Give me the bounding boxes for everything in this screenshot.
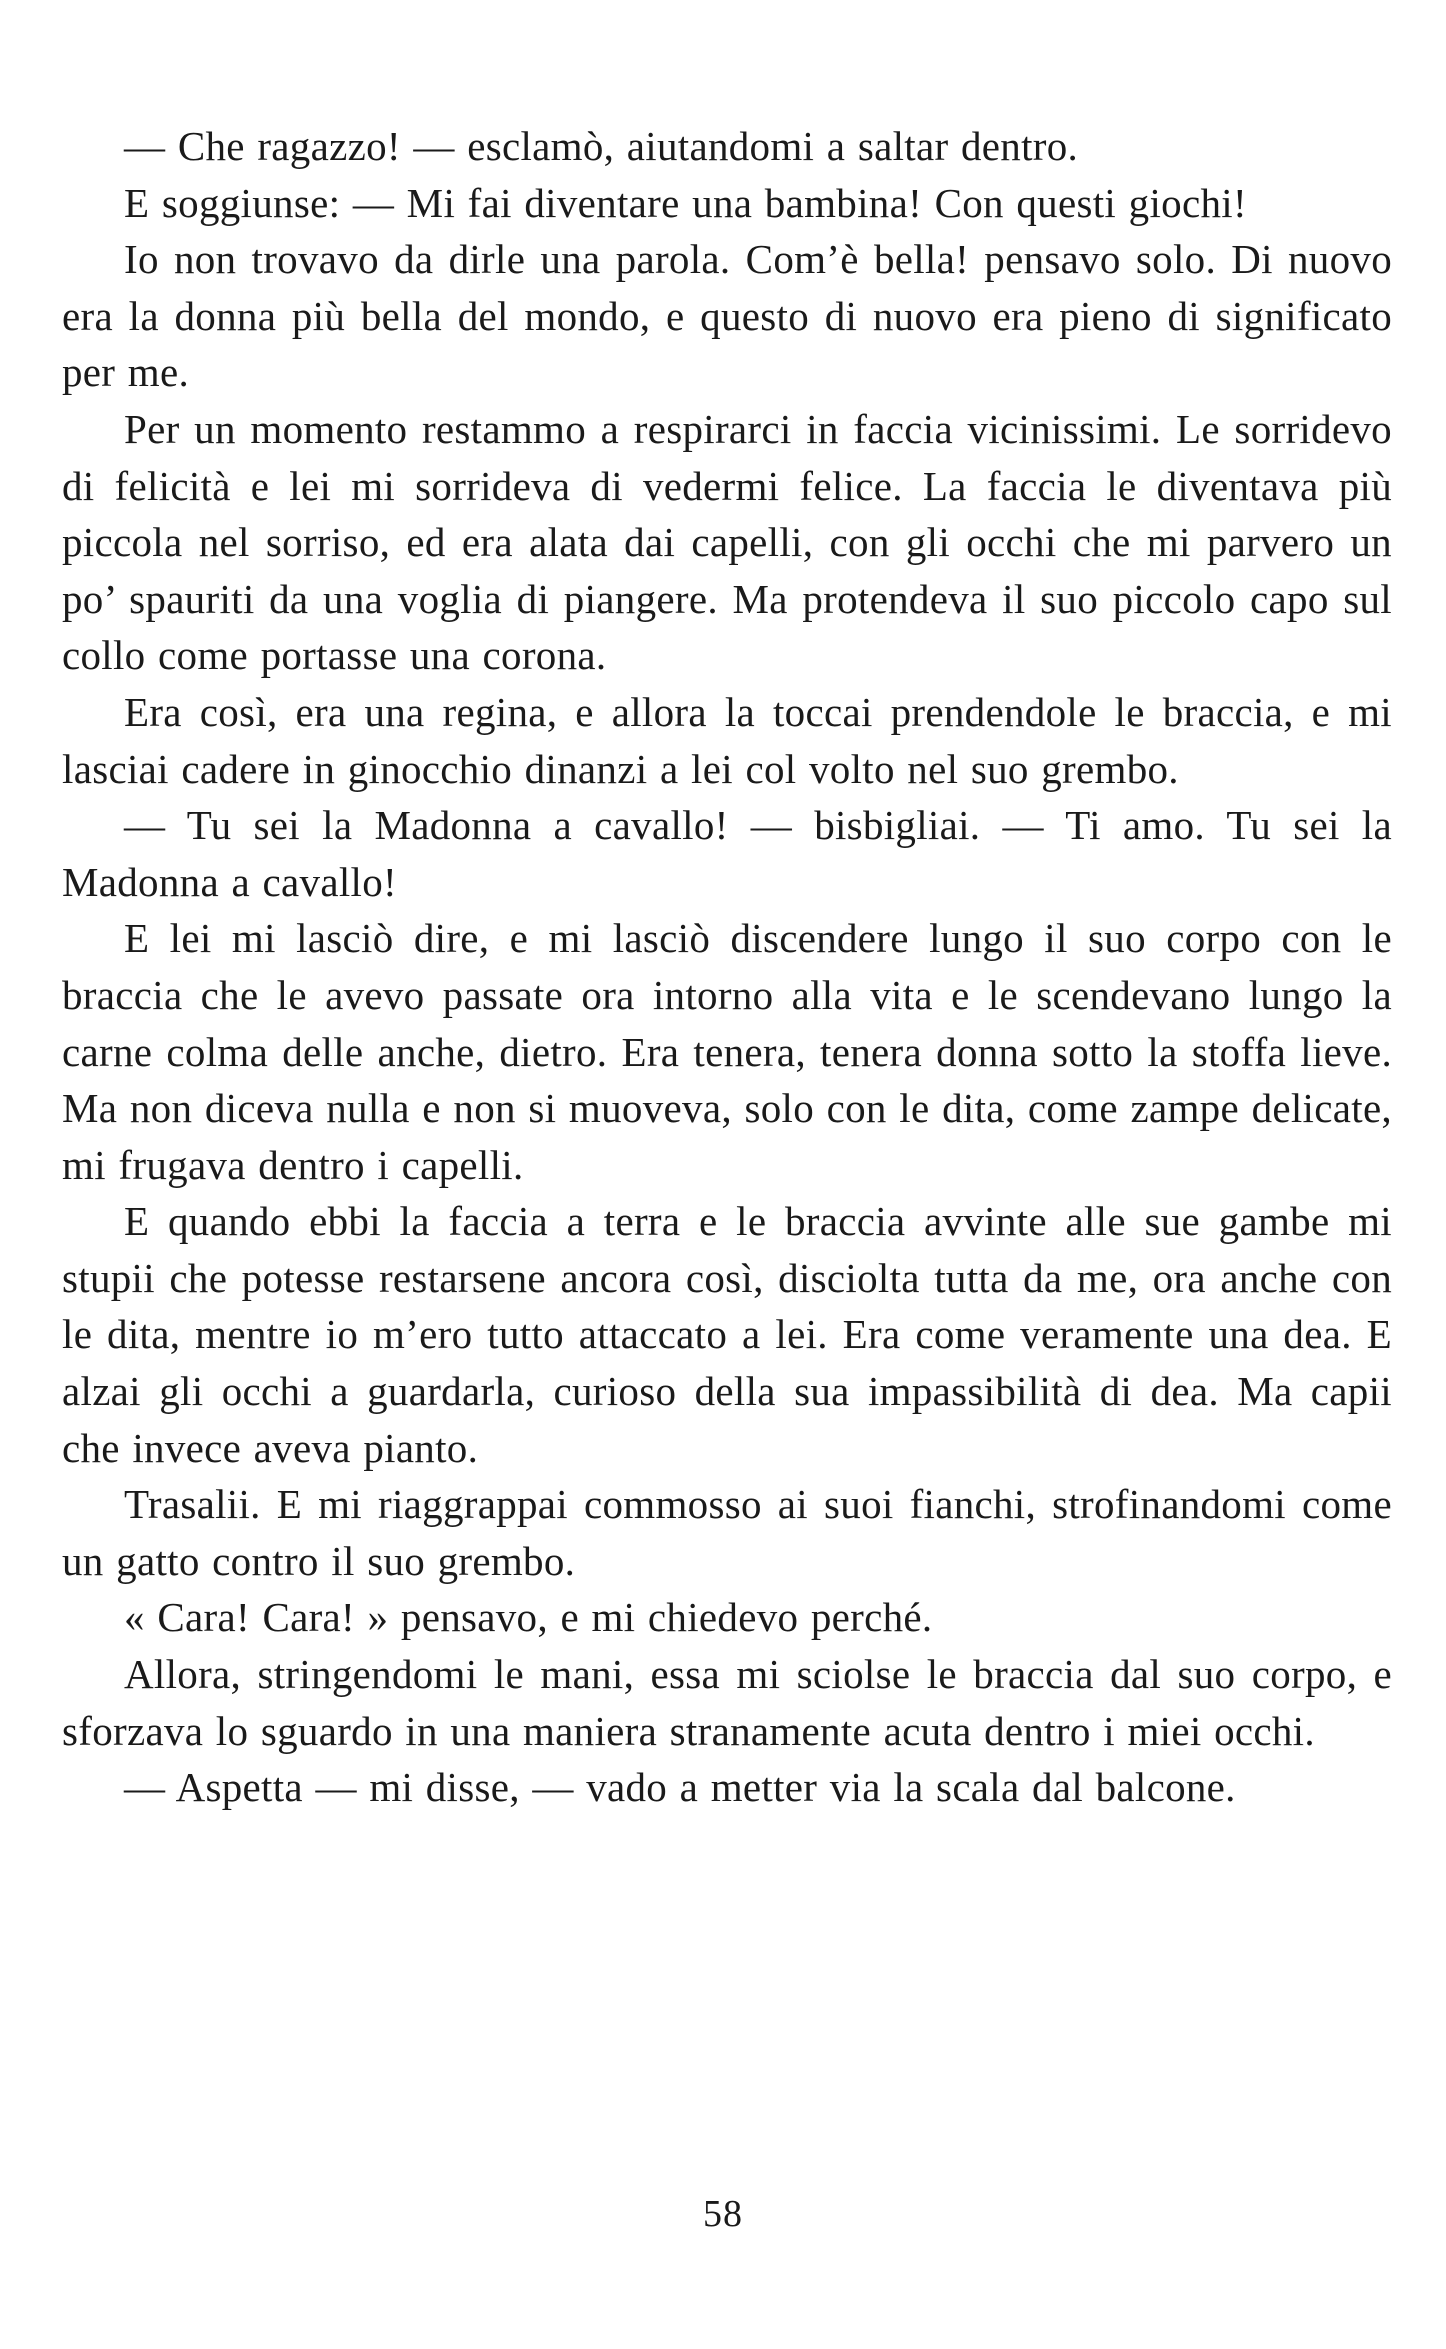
paragraph-12: — Aspetta — mi disse, — vado a metter via la scala dal balcone. [124, 1764, 1236, 1811]
paragraph-2: E soggiunse: — Mi fai diventare una bambina! Con questi giochi! [124, 179, 1247, 226]
paragraph-6: — Tu sei la Madonna a cavallo! — bisbigliai. — Ti amo. Tu sei la Madonna a cavallo! [62, 802, 1392, 905]
paragraph-11: Allora, stringendomi le mani, essa mi sciolse le braccia dal suo corpo, e sforzava lo sguardo in una maniera stranamente acuta dentro i miei occhi. [62, 1651, 1392, 1754]
paragraph-9: Trasalii. E mi riaggrappai commosso ai suoi fianchi, strofinandomi come un gatto contro il suo grembo. [62, 1481, 1392, 1584]
paragraph-1: — Che ragazzo! — esclamò, aiutandomi a saltar dentro. [124, 123, 1079, 169]
paragraph-8: E quando ebbi la faccia a terra e le braccia avvinte alle sue gambe mi stupii che potesse restarsene ancora così, disciolta tutta da me, ora anche con le dita, mentre io m’ero tutto attaccato a lei. Era come veramente una dea. E alzai gli occhi a guardarla, curioso della sua impassibilità di dea. Ma capii che invece aveva pianto. [62, 1198, 1392, 1471]
paragraph-10: « Cara! Cara! » pensavo, e mi chiedevo perché. [124, 1594, 933, 1641]
page-number: 58 [703, 2193, 743, 2235]
paragraph-7: E lei mi lasciò dire, e mi lasciò discendere lungo il suo corpo con le braccia che le avevo passate ora intorno alla vita e le scendevano lungo la carne colma delle anche, dietro. Era tenera, tenera donna sotto la stoffa lieve. Ma non diceva nulla e non si muoveva, solo con le dita, come zampe delicate, mi frugava dentro i capelli. [62, 915, 1392, 1188]
paragraph-3: Io non trovavo da dirle una parola. Com’è bella! pensavo solo. Di nuovo era la donna più bella del mondo, e questo di nuovo era pieno di significato per me. [62, 236, 1392, 396]
book-page [62, 118, 1392, 2268]
paragraph-5: Era così, era una regina, e allora la toccai prendendole le braccia, e mi lasciai cadere in ginocchio dinanzi a lei col volto nel suo grembo. [62, 688, 1392, 792]
paragraph-4: Per un momento restammo a respirarci in faccia vicinissimi. Le sorridevo di felicità e lei mi sorrideva di vedermi felice. La faccia le diventava più piccola nel sorriso, ed era alata dai capelli, con gli occhi che mi parvero un po’ spauriti da una voglia di piangere. Ma protendeva il suo piccolo capo sul collo come portasse una corona. [62, 405, 1392, 679]
